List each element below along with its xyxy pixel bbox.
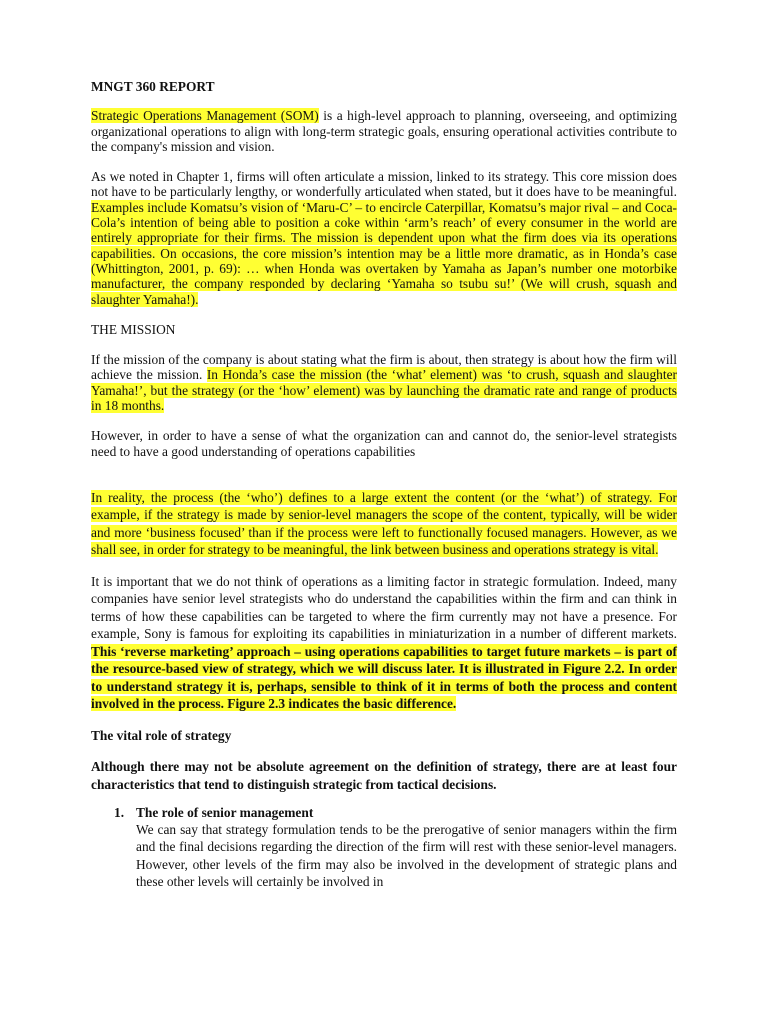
paragraph-mission-intro [91, 169, 677, 307]
paragraph-text: As we noted in Chapter 1, firms will often articulate a mission, linked to its strategy. This core mission does not have to be particularly lengthy, or wonderfully articulated when stated, but it does have to be meaningful. [91, 169, 677, 200]
highlighted-text: Examples include Komatsu’s vision of ‘Maru-C’ – to encircle Caterpillar, Komatsu’s major rival – and Coca-Cola’s intention of being able to position a coke within ‘arm’s reach’ of every consumer in the world are entirely appropriate for their firms. The mission is dependent upon what the firm does via its operations capabilities. On occasions, the core mission’s intention may be a little more dramatic, as in Honda’s case (Whittington, 2001, p. 69): … when Honda was overtaken by Yamaha as Japan’s number one motorbike manufacturer, the company responded by declaring ‘Yamaha so tsubu su!’ (We will crush, squash and slaughter Yamaha!). [91, 199, 677, 307]
list-item-body: We can say that strategy formulation tends to be the prerogative of senior managers within the firm and the final decisions regarding the direction of the firm will rest with these senior-level managers. However, other levels of the firm may also be involved in the development of strategic plans and these other levels will certainly be involved in [136, 821, 677, 890]
list-item-number: 1. [114, 805, 125, 821]
paragraph-som-definition [91, 108, 677, 154]
highlighted-text: Strategic Operations Management (SOM) [91, 108, 319, 124]
section-heading-mission: THE MISSION [91, 321, 176, 337]
highlighted-text: In reality, the process (the ‘who’) defines to a large extent the content (or the ‘what’) of strategy. For example, if the strategy is made by senior-level managers the scope of the content, typically, will be wider and more ‘business focused’ than if the process were left to functionally focused managers. However, as we shall see, in order for strategy to be meaningful, the link between business and operations strategy is vital. [91, 489, 677, 558]
paragraph-reverse-marketing [91, 573, 677, 713]
paragraph-text: It is important that we do not think of operations as a limiting factor in strategic formulation. Indeed, many companies have senior level strategists who do understand the capabilities within the firm and can think in terms of how these capabilities can be targeted to where the firm currently may not have a presence. For example, Sony is famous for exploiting its capabilities in miniaturization in a number of different markets. [91, 573, 677, 642]
section-heading-vital-role: The vital role of strategy [91, 727, 232, 743]
document-body [91, 79, 677, 891]
paragraph-characteristics: Although there may not be absolute agreement on the definition of strategy, there are at least four characteristics that tend to distinguish strategic from tactical decisions. [91, 759, 677, 792]
paragraph-operations-capabilities: However, in order to have a sense of what the organization can and cannot do, the senior-level strategists need to have a good understanding of operations capabilities [91, 428, 677, 459]
paragraph-text: is a high-level approach to planning, overseeing, and optimizing organizational operations to align with long-term strategic goals, ensuring operational activities contribute to the company's mission and vision. [91, 108, 677, 154]
highlighted-bold-text: This ‘reverse marketing’ approach – using operations capabilities to target future markets – is part of the resource-based view of strategy, which we will discuss later. It is illustrated in Figure 2.2. In order to understand strategy it is, perhaps, sensible to think of it in terms of both the process and content involved in the process. Figure 2.3 indicates the basic difference. [91, 643, 677, 712]
list-item [91, 805, 677, 890]
list-item-heading: The role of senior management [136, 805, 314, 821]
paragraph-process-content [91, 489, 677, 559]
highlighted-text: In Honda’s case the mission (the ‘what’ element) was ‘to crush, squash and slaughter Yamaha!’, but the strategy (or the ‘how’ element) was by launching the dramatic rate and range of products in 18 months. [91, 367, 677, 414]
numbered-list [91, 805, 677, 890]
document-title: MNGT 360 REPORT [91, 79, 215, 94]
paragraph-text: If the mission of the company is about stating what the firm is about, then strategy is about how the firm will achieve the mission. [91, 352, 677, 383]
paragraph-mission-strategy [91, 352, 677, 413]
